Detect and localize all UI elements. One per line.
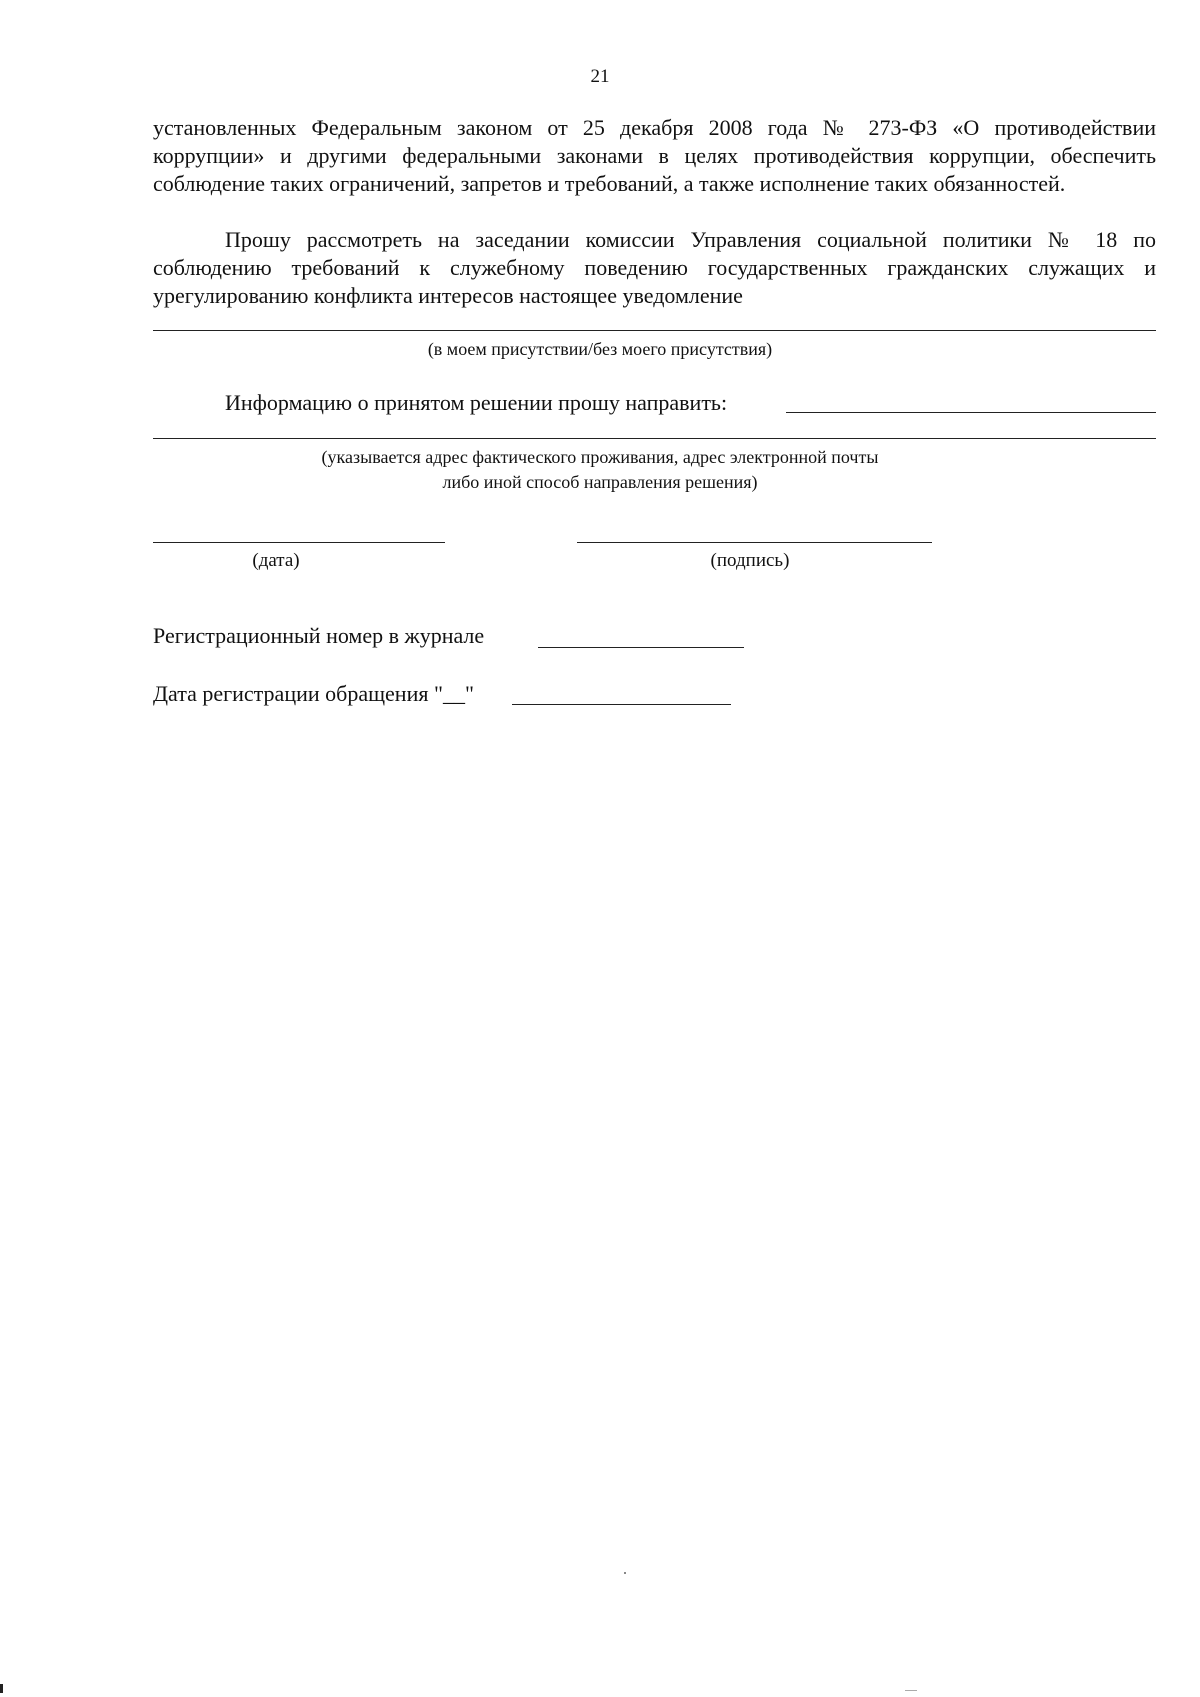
paragraph-commission-request: Прошу рассмотреть на заседании комиссии Управления социальной политики № 18 по соблюдению требований к служебному поведению государственных гражданских служащих и урегулированию конфликта интересов настоящее уведомление bbox=[153, 227, 1156, 308]
scan-speck bbox=[624, 1572, 626, 1574]
registration-date-label: Дата регистрации обращения "__" bbox=[153, 681, 474, 706]
scan-speck bbox=[905, 1690, 917, 1691]
info-request-label: Информацию о принятом решении прошу направить: bbox=[225, 390, 728, 415]
registration-number-blank[interactable] bbox=[538, 647, 744, 648]
presence-caption: (в моем присутствии/без моего присутствия) bbox=[427, 339, 773, 359]
info-request-blank[interactable] bbox=[786, 412, 1156, 413]
date-blank[interactable] bbox=[153, 542, 445, 543]
registration-date-blank[interactable] bbox=[512, 704, 731, 705]
address-blank-line[interactable] bbox=[153, 438, 1156, 439]
registration-number-label: Регистрационный номер в журнале bbox=[153, 623, 485, 648]
page-number: 21 bbox=[590, 66, 610, 87]
signature-caption: (подпись) bbox=[710, 550, 790, 571]
address-caption-line2: либо иной способ направления решения) bbox=[442, 472, 758, 492]
scan-edge-mark bbox=[0, 1684, 3, 1693]
presence-blank-line[interactable] bbox=[153, 330, 1156, 331]
paragraph-anticorruption: установленных Федеральным законом от 25 декабря 2008 года № 273-ФЗ «О противодействии коррупции» и другими федеральными законами в целях противодействия коррупции, обеспечить соблюдение таких ограничений, запретов и требований, а также исполнение таких обязанностей. bbox=[153, 115, 1156, 196]
address-caption-line1: (указывается адрес фактического проживания, адрес электронной почты bbox=[321, 447, 879, 467]
signature-blank[interactable] bbox=[577, 542, 932, 543]
date-caption: (дата) bbox=[252, 550, 300, 571]
